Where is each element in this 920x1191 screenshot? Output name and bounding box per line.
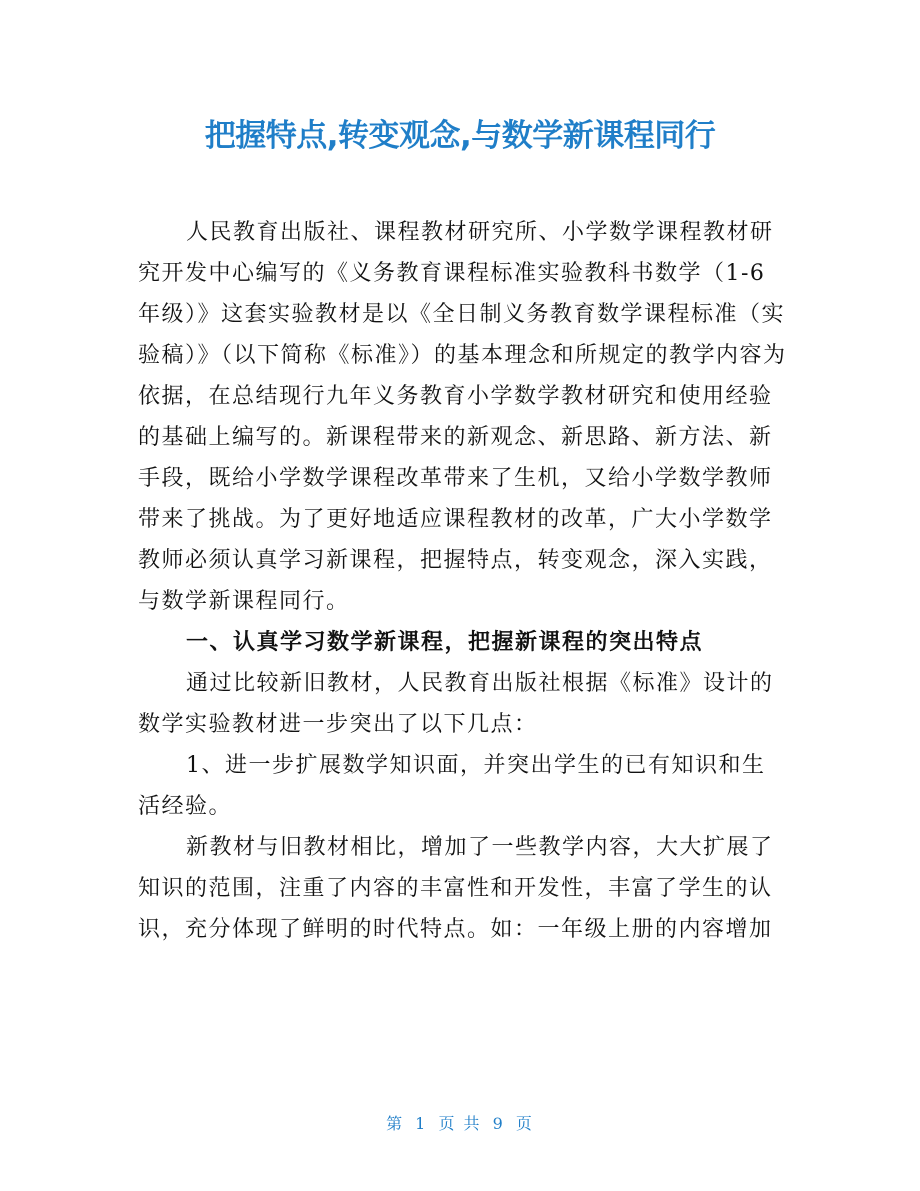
section-heading: 一、认真学习数学新课程，把握新课程的突出特点 [186,629,704,655]
footer-middle: 页 共 [438,1114,482,1133]
page-footer [0,1112,920,1136]
page-number: 1 [415,1114,428,1133]
body-paragraph: 新教材与旧教材相比，增加了一些教学内容，大大扩展了知识的范围，注重了内容的丰富性和开发性，丰富了学生的认识，充分体现了鲜明的时代特点。如：一年级上册的内容增加 [138,835,774,942]
list-item-paragraph: 1、进一步扩展数学知识面，并突出学生的已有知识和生活经验。 [138,753,766,819]
footer-prefix: 第 [386,1114,405,1133]
page-total: 9 [492,1114,505,1133]
body-paragraph: 通过比较新旧教材，人民教育出版社根据《标准》设计的数学实验教材进一步突出了以下几点： [138,671,774,737]
page-title: 把握特点,转变观念,与数学新课程同行 [204,118,716,154]
document-body [138,212,788,950]
intro-paragraph: 人民教育出版社、课程教材研究所、小学数学课程教材研究开发中心编写的《义务教育课程标准实验教科书数学（1-6年级）》这套实验教材是以《全日制义务教育数学课程标准（实验稿）》（以下简称《标准》）的基本理念和所规定的教学内容为依据，在总结现行九年义务教育小学数学教材研究和使用经验的基础上编写的。新课程带来的新观念、新思路、新方法、新手段，既给小学数学课程改革带来了生机，又给小学数学教师带来了挑战。为了更好地适应课程教材的改革，广大小学数学教师必须认真学习新课程，把握特点，转变观念，深入实践，与数学新课程同行。 [138,220,787,614]
footer-suffix: 页 [515,1114,534,1133]
